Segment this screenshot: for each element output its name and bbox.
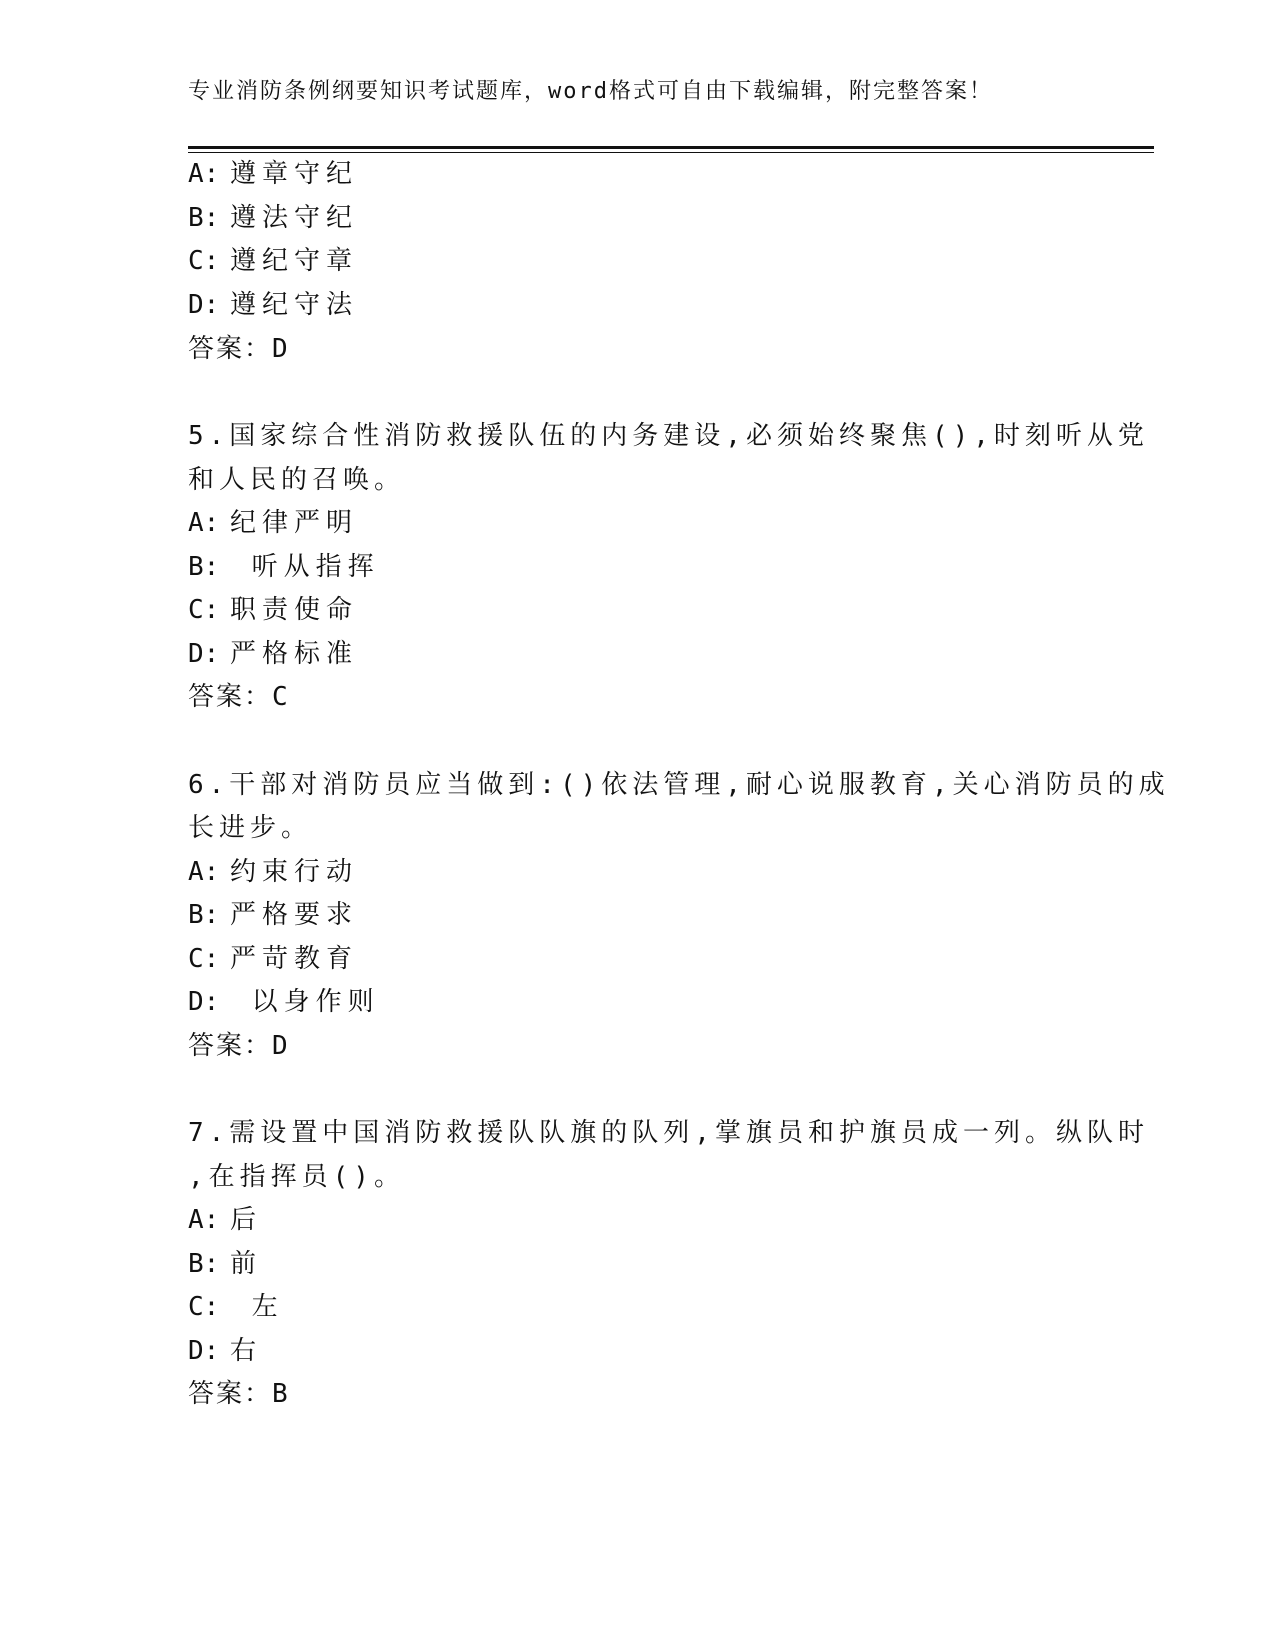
page-header: 专业消防条例纲要知识考试题库，word格式可自由下载编辑，附完整答案！ [188,79,993,104]
header-rule-thick [188,146,1154,149]
answer: 答案：D [188,334,290,364]
question-7-stem-line-2: ,在指挥员()。 [188,1162,405,1192]
question-5-stem-line-1: 5.国家综合性消防救援队伍的内务建设,必须始终聚焦(),时刻听从党 [188,421,1149,451]
option-d: D: 以身作则 [188,987,380,1017]
option-a: A: 纪律严明 [188,508,359,538]
option-a: A: 遵章守纪 [188,159,359,189]
option-c: C: 职责使命 [188,595,359,625]
option-d: D: 遵纪守法 [188,290,359,320]
option-c: C: 严苛教育 [188,944,359,974]
option-b: B: 严格要求 [188,900,359,930]
question-6-stem-line-2: 长进步。 [188,813,313,843]
option-d: D: 右 [188,1336,263,1366]
option-b: B: 遵法守纪 [188,203,359,233]
option-b: B: 听从指挥 [188,552,380,582]
option-d: D: 严格标准 [188,639,359,669]
option-c: C: 遵纪守章 [188,246,359,276]
header-rule-thin [188,152,1154,153]
question-7-stem-line-1: 7.需设置中国消防救援队队旗的队列,掌旗员和护旗员成一列。纵队时 [188,1118,1149,1148]
question-6-stem-line-1: 6.干部对消防员应当做到:()依法管理,耐心说服教育,关心消防员的成 [188,770,1170,800]
option-c: C: 左 [188,1292,284,1322]
answer: 答案：B [188,1379,290,1409]
answer: 答案：D [188,1031,290,1061]
option-a: A: 约束行动 [188,857,359,887]
question-5-stem-line-2: 和人民的召唤。 [188,465,406,495]
option-b: B: 前 [188,1249,263,1279]
option-a: A: 后 [188,1205,263,1235]
answer: 答案：C [188,682,290,712]
